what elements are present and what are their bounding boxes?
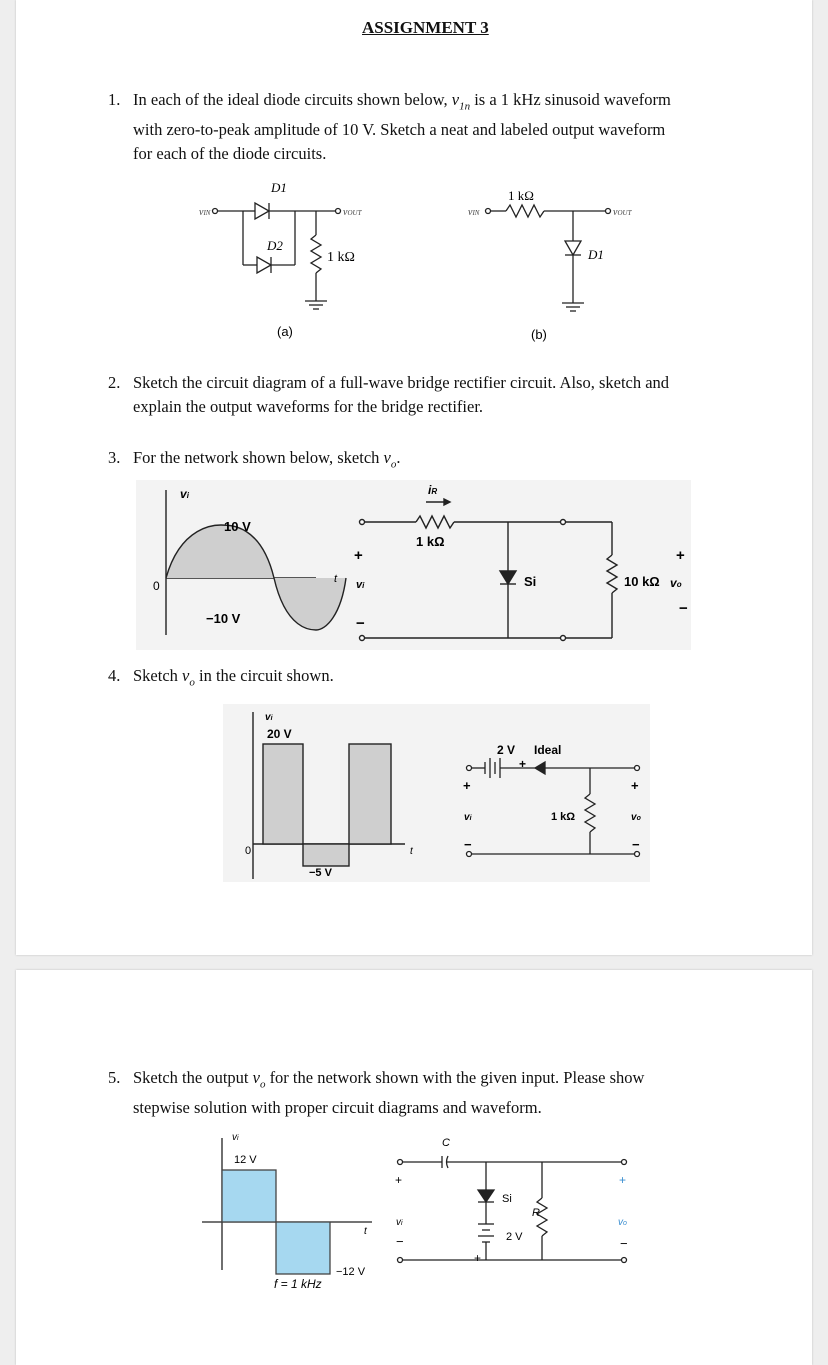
question-number: 3. [108, 448, 121, 467]
svg-text:vo [618, 1217, 627, 1228]
figure-q4 [223, 704, 650, 882]
vin-sub: IN [203, 209, 211, 217]
q3-sub: o [390, 458, 397, 471]
vi-terminal-label: v [396, 1217, 401, 1228]
vi-terminal-label: v [356, 579, 363, 591]
plus-sign: + [463, 778, 471, 793]
question-1 [108, 88, 773, 166]
vo-minus: − [679, 600, 688, 617]
minus-sign: − [396, 1234, 404, 1249]
question-number: 1. [108, 90, 121, 109]
q1-line2: with zero-to-peak amplitude of 10 V. Sketch a neat and labeled output waveform [133, 120, 666, 140]
t-label: t [410, 846, 413, 857]
t-label: t [364, 1226, 367, 1237]
page-title: ASSIGNMENT 3 [362, 18, 489, 37]
battery-label: 2 V [497, 743, 516, 757]
d2-label: D2 [267, 238, 283, 253]
question-number: 2. [108, 373, 121, 392]
q1-sub: 1n [459, 100, 471, 113]
ir-sub: R [431, 487, 438, 496]
q3-text: For the network shown below, sketch [133, 448, 384, 467]
rl-label: 10 kΩ [624, 574, 660, 589]
vi-sub: i [237, 1135, 239, 1142]
q4-var: v [182, 666, 190, 685]
q5-var: v [252, 1068, 260, 1087]
r-label: 1 kΩ [416, 534, 445, 549]
zero-label: 0 [245, 845, 252, 857]
svg-text:vOUT [613, 207, 633, 218]
plus-sign: + [354, 547, 363, 564]
svg-text:vi [356, 579, 365, 591]
figure-q3 [136, 480, 691, 650]
page-1 [16, 0, 812, 955]
vo-plus: + [631, 778, 639, 793]
t-label: t [334, 573, 338, 585]
question-number: 5. [108, 1068, 121, 1087]
battery-plus: + [519, 757, 527, 771]
pos-level: 20 V [267, 727, 292, 741]
neg-peak: −10 V [206, 611, 241, 626]
q5-text: Sketch the output [133, 1068, 253, 1087]
vi-terminal-sub: i [401, 1220, 403, 1227]
figure-q5 [202, 1130, 662, 1300]
c-label: C [442, 1137, 450, 1149]
question-4 [108, 664, 773, 694]
diode-label: Si [524, 574, 537, 589]
q4-text: Sketch [133, 666, 183, 685]
d1-label: D1 [271, 180, 287, 195]
svg-text:vi [396, 1217, 403, 1228]
vi-label: v [180, 487, 187, 501]
neg-level: −5 V [309, 867, 332, 879]
caption-a: (a) [277, 324, 293, 339]
q4-sub: o [189, 676, 195, 689]
zero-label: 0 [153, 579, 160, 593]
vi-sub: i [186, 491, 189, 500]
vo-label: v [670, 576, 677, 590]
pos-level: 12 V [234, 1154, 257, 1166]
caption-b: (b) [531, 327, 547, 342]
vo-plus: + [676, 547, 685, 564]
d1-label: D1 [588, 247, 604, 262]
q2-line1: Sketch the circuit diagram of a full-wave bridge rectifier circuit. Also, sketch and [133, 373, 670, 392]
battery-label: 2 V [506, 1231, 523, 1243]
vi-label: v [232, 1132, 237, 1143]
figure-1b [456, 183, 696, 353]
q2-line2: explain the output waveforms for the bridge rectifier. [133, 397, 484, 416]
vi-sub: i [270, 715, 273, 722]
vout-sub: OUT [347, 209, 362, 217]
vo-sub: o [676, 580, 682, 589]
svg-text:vi [232, 1132, 239, 1143]
vo-label: v [618, 1217, 623, 1228]
q1-text: In each of the ideal diode circuits shown below, [133, 90, 452, 109]
q5-line2: stepwise solution with proper circuit diagrams and waveform. [133, 1098, 542, 1118]
freq-label: f = 1 kHz [274, 1277, 322, 1291]
question-3 [108, 446, 773, 476]
vin-sub: IN [472, 209, 480, 217]
q5-text-b: for the network shown with the given input. Please show [265, 1068, 645, 1087]
vo-minus: − [620, 1236, 628, 1251]
page-2 [16, 970, 812, 1365]
q5-sub: o [259, 1078, 266, 1091]
minus-sign: − [356, 615, 365, 632]
vi-terminal-sub: i [469, 815, 472, 822]
svg-text:vOUT [343, 207, 363, 218]
vin-label: v [199, 207, 204, 218]
ir-label: i [428, 483, 432, 497]
r-label: R [532, 1207, 540, 1219]
svg-text:vIN [468, 207, 480, 218]
vi-label: v [265, 712, 271, 723]
question-2 [108, 371, 773, 419]
vo-sub: o [623, 1220, 627, 1227]
q1-var: v [451, 90, 460, 109]
plus-sign: + [395, 1173, 403, 1187]
vo-sub: o [636, 815, 641, 822]
diode-label: Si [502, 1193, 512, 1205]
vi-terminal-sub: i [362, 581, 365, 590]
r-label: 1 kΩ [551, 811, 576, 823]
r-label: 1 kΩ [327, 250, 355, 265]
vout-label: v [613, 207, 618, 218]
q3-end: . [396, 448, 401, 467]
vo-label: v [631, 812, 637, 823]
minus-sign: − [464, 837, 472, 852]
q1-text-b: is a 1 kHz sinusoid waveform [470, 90, 671, 109]
pos-peak: 10 V [224, 519, 251, 534]
vout-label: v [343, 207, 348, 218]
question-5 [108, 1066, 773, 1120]
battery-plus: + [474, 1251, 482, 1265]
vin-label: v [468, 207, 473, 218]
q4-text-b: in the circuit shown. [194, 666, 334, 685]
vo-plus: + [619, 1173, 627, 1187]
figure-1a [181, 175, 411, 345]
vi-terminal-label: v [464, 812, 470, 823]
ideal-label: Ideal [534, 743, 562, 757]
neg-level: −12 V [336, 1266, 366, 1278]
r-label: 1 kΩ [508, 188, 534, 203]
vout-sub: OUT [617, 209, 632, 217]
question-number: 4. [108, 666, 121, 685]
q3-var: v [383, 448, 391, 467]
vo-minus: − [632, 837, 640, 852]
svg-text:vIN [199, 207, 211, 218]
q1-line3: for each of the diode circuits. [133, 144, 327, 164]
